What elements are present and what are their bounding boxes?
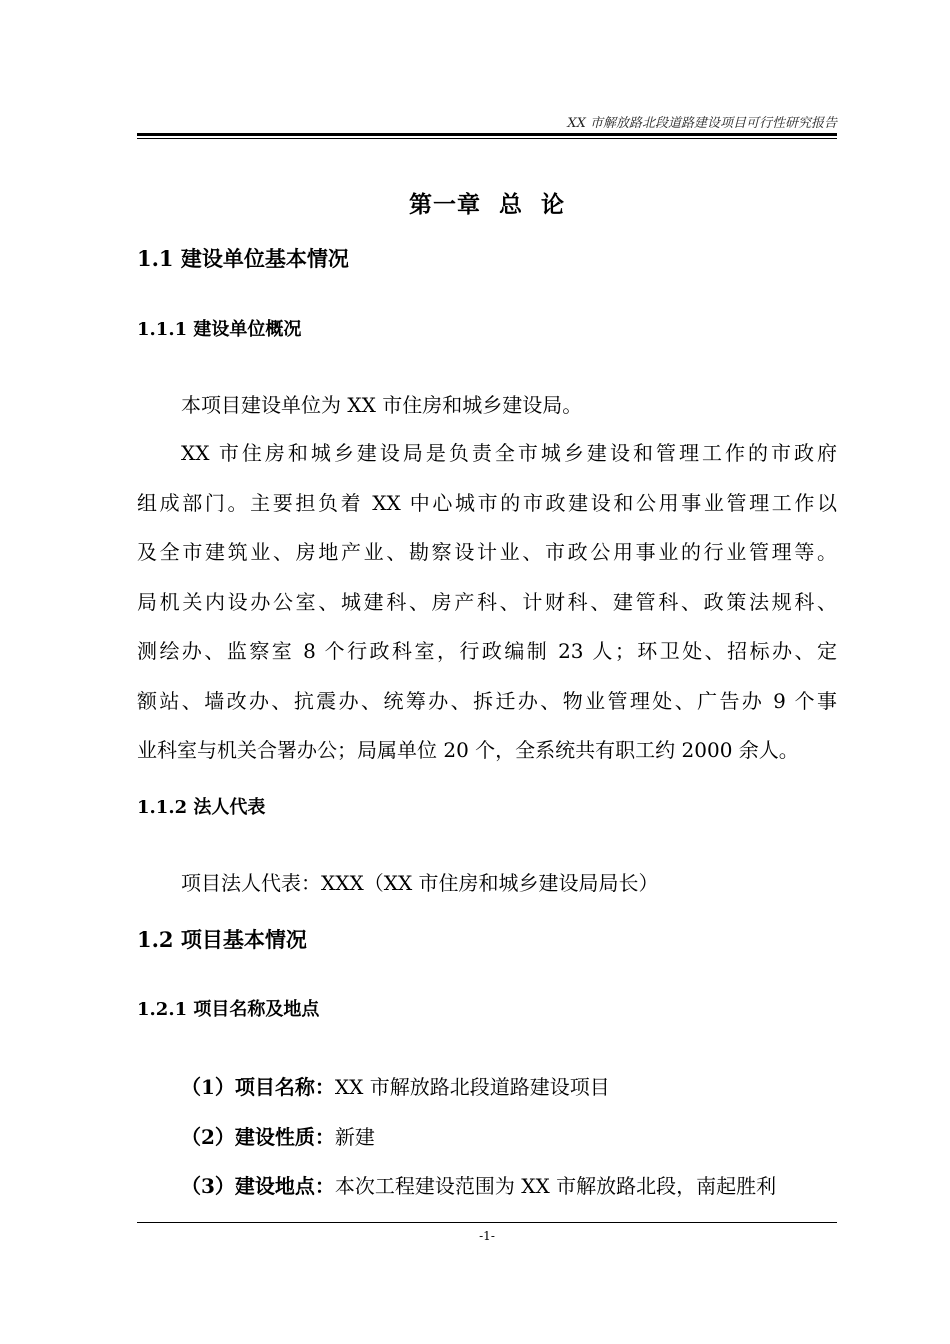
paragraph-line: 额站、墙改办、抗震办、统筹办、拆迁办、物业管理处、广告办 9 个事	[137, 689, 837, 713]
header-rule-thin	[137, 138, 837, 139]
list-item-label: （2）建设性质：	[181, 1125, 335, 1149]
paragraph-line: 及全市建筑业、房地产业、勘察设计业、市政公用事业的行业管理等。	[137, 540, 837, 564]
list-item-label: （1）项目名称：	[181, 1075, 335, 1099]
subsection-heading-1-1-1: 1.1.1 建设单位概况	[137, 319, 302, 340]
section-heading-1-2: 1.2 项目基本情况	[137, 927, 307, 952]
list-item-value: XX 市解放路北段道路建设项目	[334, 1075, 610, 1099]
list-item-construction-location	[181, 1170, 776, 1199]
list-item-construction-nature	[181, 1121, 375, 1150]
paragraph-line: 组成部门。主要担负着 XX 中心城市的市政建设和公用事业管理工作以	[137, 491, 837, 515]
subsection-heading-1-1-2: 1.1.2 法人代表	[137, 797, 266, 818]
page-number: -1-	[479, 1229, 495, 1243]
header-rule	[137, 133, 837, 136]
paragraph-legal-representative: 项目法人代表：XXX（XX 市住房和城乡建设局局长）	[181, 871, 659, 895]
footer-rule	[137, 1222, 837, 1223]
subsection-heading-1-2-1: 1.2.1 项目名称及地点	[137, 999, 320, 1020]
list-item-value: 本次工程建设范围为 XX 市解放路北段，南起胜利	[334, 1174, 777, 1198]
paragraph-line: XX 市住房和城乡建设局是负责全市城乡建设和管理工作的市政府	[181, 441, 837, 465]
list-item-value: 新建	[334, 1125, 375, 1149]
list-item-label: （3）建设地点：	[181, 1174, 335, 1198]
paragraph-line: 测绘办、监察室 8 个行政科室，行政编制 23 人；环卫处、招标办、定	[137, 639, 837, 663]
paragraph-line: 局机关内设办公室、城建科、房产科、计财科、建管科、政策法规科、	[137, 590, 837, 614]
running-header: XX 市解放路北段道路建设项目可行性研究报告	[567, 116, 837, 131]
list-item-project-name	[181, 1071, 610, 1100]
paragraph-line: 业科室与机关合署办公；局属单位 20 个，全系统共有职工约 2000 余人。	[137, 738, 799, 762]
chapter-title: 第一章 总 论	[408, 191, 566, 218]
section-heading-1-1: 1.1 建设单位基本情况	[137, 246, 349, 271]
paragraph-unit-intro: 本项目建设单位为 XX 市住房和城乡建设局。	[181, 393, 583, 417]
